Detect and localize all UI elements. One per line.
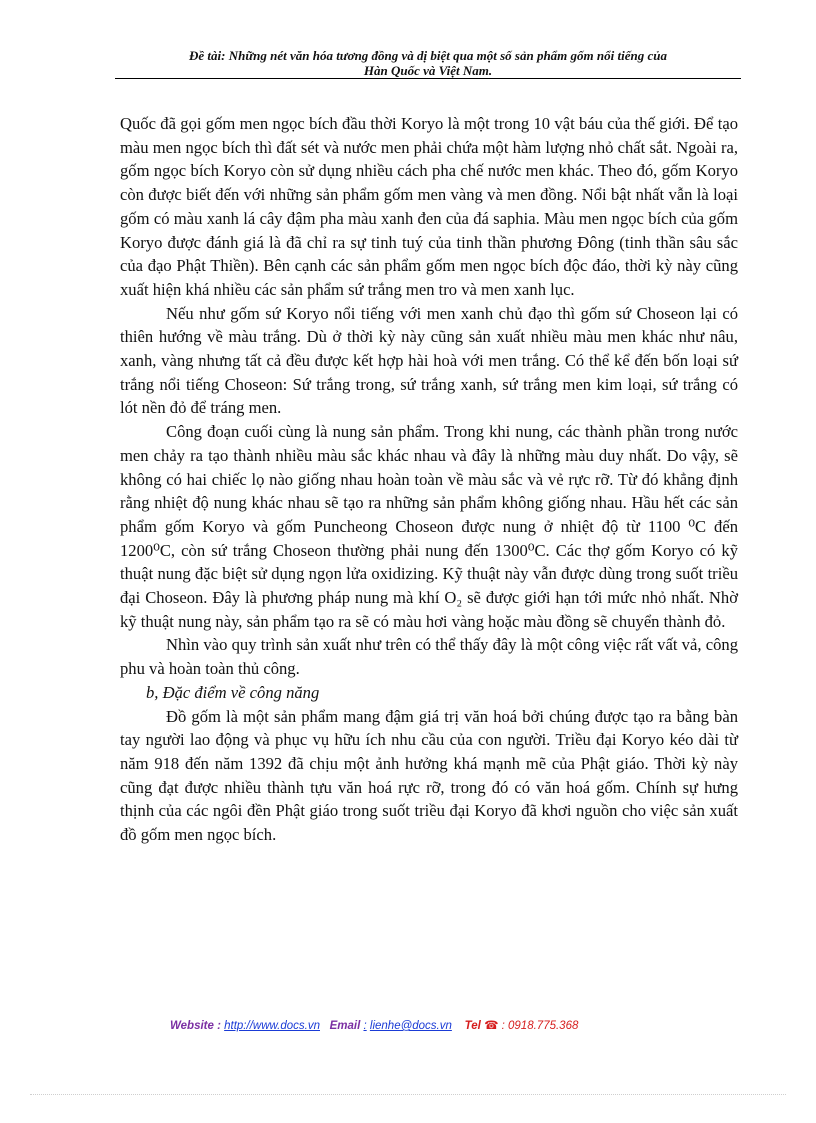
header-title-line1: Đề tài: Những nét văn hóa tương đồng và dị biệt qua một số sản phẩm gốm nổi tiếng của xyxy=(189,48,667,63)
paragraph-4: Nhìn vào quy trình sản xuất như trên có thể thấy đây là một công việc rất vất vả, công phu và hoàn toàn thủ công. xyxy=(120,635,738,679)
website-link[interactable]: http://www.docs.vn xyxy=(224,1020,320,1032)
email-label: Email xyxy=(329,1020,361,1032)
page-bottom-divider xyxy=(30,1094,786,1095)
header-title-line2: Hàn Quốc và Việt Nam. xyxy=(363,63,493,78)
tel-sep: : xyxy=(501,1020,505,1032)
website-label: Website : xyxy=(170,1020,221,1032)
paragraph-3: Công đoạn cuối cùng là nung sản phẩm. Trong khi nung, các thành phần trong nước men chảy ra tạo thành nhiều màu sắc khác nhau và đây là những màu duy nhất. Do vậy, sẽ không có hai chiếc lọ nào giống nhau hoàn toàn về màu sắc và vẻ rực rỡ. Từ đó khẳng định rằng nhiệt độ nung khác nhau sẽ tạo ra những sản phẩm không giống nhau. Hầu hết các sản phẩm gốm Koryo và gốm Puncheong Choseon được nung ở nhiệt độ từ 1100 ⁰C đến 1200⁰C, còn sứ trắng Choseon thường phải nung đến 1300⁰C. Các thợ gốm Koryo có kỹ thuật nung đặc biệt sử dụng ngọn lửa oxidizing. Kỹ thuật này vẫn được dùng trong suốt triều đại Choseon. Đây là phương pháp nung mà khí O₂ sẽ được giới hạn tới mức nhỏ nhất. Nhờ kỹ thuật nung này, sản phẩm tạo ra sẽ có màu hơi vàng hoặc màu đồng sẽ chuyển thành đỏ. xyxy=(120,422,738,631)
section-subheading: b, Đặc điểm về công năng xyxy=(146,682,320,702)
tel-label: Tel xyxy=(464,1020,481,1032)
header-divider xyxy=(115,78,741,79)
email-sep: : xyxy=(363,1020,367,1032)
tel-number: 0918.775.368 xyxy=(508,1020,579,1032)
document-body xyxy=(120,112,738,847)
page-header xyxy=(115,48,741,78)
phone-icon: ☎ xyxy=(484,1020,499,1032)
paragraph-2: Nếu như gốm sứ Koryo nổi tiếng với men xanh chủ đạo thì gốm sứ Choseon lại có thiên hướng về màu trắng. Dù ở thời kỳ này cũng sản xuất nhiều màu men khác như nâu, xanh, vàng nhưng tất cả đều được kết hợp hài hoà với men trắng. Có thể kể đến bốn loại sứ trắng nổi tiếng Choseon: Sứ trắng trong, sứ trắng xanh, sứ trắng men kim loại, sứ trắng có lót nền đỏ để tráng men. xyxy=(120,303,738,418)
paragraph-5: Đồ gốm là một sản phẩm mang đậm giá trị văn hoá bởi chúng được tạo ra bằng bàn tay người lao động và phục vụ hữu ích nhu cầu của con người. Triều đại Koryo kéo dài từ năm 918 đến năm 1392 đã chịu một ảnh hưởng khá mạnh mẽ của Phật giáo. Thời kỳ này cũng đạt được nhiều thành tựu văn hoá rực rỡ, trong đó có văn hoá gốm. Chính sự hưng thịnh của các ngôi đền Phật giáo trong suốt triều đại Koryo đã khơi nguồn cho việc sản xuất đồ gốm men ngọc bích. xyxy=(120,706,738,845)
paragraph-1: Quốc đã gọi gốm men ngọc bích đầu thời Koryo là một trong 10 vật báu của thế giới. Để tạo màu men ngọc bích thì đất sét và nước men phải chứa một hàm lượng nhỏ chất sắt. Ngoài ra, gốm ngọc bích Koryo còn sử dụng nhiều cách pha chế nước men khác. Theo đó, gốm Koryo còn được biết đến với những sản phẩm gốm men vàng và men đồng. Nổi bật nhất vẫn là loại gốm có màu xanh lá cây đậm pha màu xanh đen của đá saphia. Màu men ngọc bích của gốm Koryo được đánh giá là đã chỉ ra sự tinh tuý của tinh thần phương Đông (tinh thần sâu sắc của đạo Phật Thiền). Bên cạnh các sản phẩm gốm men ngọc bích độc đáo, thời kỳ này cũng xuất hiện khá nhiều các sản phẩm sứ trắng men tro và men xanh lục. xyxy=(120,114,738,299)
page-footer xyxy=(170,1018,578,1032)
email-link[interactable]: lienhe@docs.vn xyxy=(369,1020,452,1032)
